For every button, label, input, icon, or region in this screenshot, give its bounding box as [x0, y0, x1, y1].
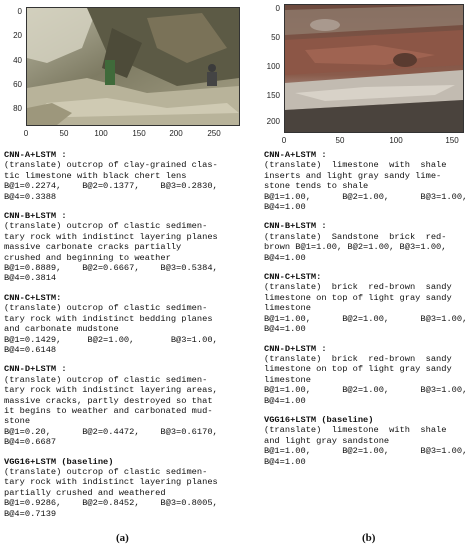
result-block-cnn-b: [264, 221, 470, 263]
caption-blocks-a: [4, 150, 248, 519]
y-tick-b: 50: [271, 33, 280, 42]
text-line: and light gray sandstone: [264, 435, 390, 446]
model-heading: CNN-B+LSTM :: [4, 211, 67, 222]
text-line: (translate) outcrop of clastic sedimen-: [4, 374, 208, 385]
text-line: tary rock with indistinct layering planes: [4, 477, 218, 488]
score-line: B@4=1.00: [264, 202, 306, 213]
model-heading: CNN-C+LSTM:: [264, 272, 322, 283]
text-line: (translate) Sandstone brick red-: [264, 231, 447, 242]
text-line: massive carbonate cracks partially: [4, 242, 182, 253]
photo-b-outcrop-image: [285, 5, 463, 132]
panel-b-caption: (b): [362, 532, 376, 544]
text-line: stone tends to shale: [264, 181, 369, 192]
text-line: limestone: [264, 374, 311, 385]
x-tick-a: 0: [23, 129, 29, 138]
text-line: tary rock with indistinct layering planes: [4, 231, 218, 242]
score-line: B@1=0.1429, B@2=1.00, B@3=1.00,: [4, 334, 218, 345]
result-block-cnn-c: [4, 293, 248, 355]
score-line: B@1=0.8889, B@2=0.6667, B@3=0.5384,: [4, 263, 218, 274]
model-heading: CNN-B+LSTM :: [264, 221, 327, 232]
x-tick-b: 0: [281, 136, 287, 145]
text-line: it begins to weather and carbonated mud-: [4, 405, 213, 416]
text-line: inserts and light gray sandy lime-: [264, 170, 442, 181]
result-block-cnn-b: [4, 211, 248, 284]
text-line: brown B@1=1.00, B@2=1.00, B@3=1.00,: [264, 242, 447, 253]
text-line: and carbonate mudstone: [4, 324, 119, 335]
text-line: limestone on top of light gray sandy: [264, 364, 452, 375]
y-tick-a: 80: [13, 104, 22, 113]
text-line: (translate) brick red-brown sandy: [264, 282, 452, 293]
y-tick-a: 40: [13, 56, 22, 65]
y-tick-a: 60: [13, 80, 22, 89]
score-line: B@4=1.00: [264, 324, 306, 335]
photo-b-frame: [284, 4, 464, 133]
score-line: B@1=1.00, B@2=1.00, B@3=1.00,: [264, 446, 468, 457]
photo-a-frame: [26, 7, 240, 126]
y-tick-b: 100: [266, 62, 280, 71]
text-line: (translate) outcrop of clastic sedimen-: [4, 221, 208, 232]
x-tick-a: 50: [59, 129, 69, 138]
score-line: B@1=1.00, B@2=1.00, B@3=1.00,: [264, 313, 468, 324]
score-line: B@1=0.9286, B@2=0.8452, B@3=0.8005,: [4, 498, 218, 509]
text-line: (translate) outcrop of clastic sedimen-: [4, 466, 208, 477]
caption-blocks-b: [264, 150, 470, 467]
model-heading: VGG16+LSTM (baseline): [4, 456, 114, 467]
result-block-cnn-d: [264, 344, 470, 406]
result-block-cnn-d: [4, 364, 248, 447]
result-block-cnn-a: [264, 150, 470, 212]
model-heading: CNN-D+LSTM :: [4, 364, 67, 375]
score-line: B@1=0.2274, B@2=0.1377, B@3=0.2830,: [4, 181, 218, 192]
result-block-cnn-a: [4, 150, 248, 202]
score-line: B@4=0.6687: [4, 437, 57, 448]
text-line: tary rock with indistinct layering areas,: [4, 385, 218, 396]
x-tick-b: 150: [445, 136, 459, 145]
x-tick-a: 150: [132, 129, 146, 138]
text-line: massive cracks, partly destroyed so that: [4, 395, 213, 406]
y-tick-b: 200: [266, 117, 280, 126]
score-line: B@1=1.00, B@2=1.00, B@3=1.00,: [264, 385, 468, 396]
text-line: limestone: [264, 303, 311, 314]
y-tick-b: 0: [275, 4, 280, 13]
x-tick-a: 200: [169, 129, 183, 138]
text-line: stone: [4, 416, 31, 427]
model-heading: CNN-A+LSTM :: [4, 150, 67, 160]
text-line: crushed and beginning to weather: [4, 252, 171, 263]
model-heading: CNN-C+LSTM:: [4, 292, 62, 303]
model-heading: CNN-A+LSTM :: [264, 150, 327, 160]
score-line: B@4=0.6148: [4, 344, 57, 355]
result-block-vgg16: [264, 415, 470, 467]
score-line: B@1=1.00, B@2=1.00, B@3=1.00,: [264, 191, 468, 202]
text-line: (translate) limestone with shale: [264, 425, 447, 436]
result-block-vgg16: [4, 457, 248, 519]
text-line: tic limestone with black chert lens: [4, 170, 187, 181]
model-heading: CNN-D+LSTM :: [264, 343, 327, 354]
y-tick-a: 20: [13, 31, 22, 40]
text-line: partially crushed and weathered: [4, 487, 166, 498]
x-tick-a: 100: [94, 129, 108, 138]
score-line: B@4=1.00: [264, 252, 306, 263]
model-heading: VGG16+LSTM (baseline): [264, 414, 374, 425]
y-tick-a: 0: [17, 7, 22, 16]
text-line: (translate) outcrop of clay-grained clas-: [4, 160, 218, 171]
score-line: B@4=0.3814: [4, 273, 57, 284]
panel-a-caption: (a): [116, 532, 129, 544]
text-line: limestone on top of light gray sandy: [264, 292, 452, 303]
text-line: (translate) outcrop of clastic sedimen-: [4, 303, 208, 314]
score-line: B@4=0.7139: [4, 508, 57, 519]
text-line: (translate) brick red-brown sandy: [264, 353, 452, 364]
photo-a-outcrop-image: [27, 8, 239, 125]
y-tick-b: 150: [266, 91, 280, 100]
text-line: (translate) limestone with shale: [264, 160, 447, 171]
x-tick-b: 100: [389, 136, 403, 145]
x-tick-b: 50: [335, 136, 345, 145]
score-line: B@4=0.3388: [4, 191, 57, 202]
score-line: B@4=1.00: [264, 456, 306, 467]
score-line: B@4=1.00: [264, 395, 306, 406]
score-line: B@1=0.20, B@2=0.4472, B@3=0.6170,: [4, 426, 218, 437]
result-block-cnn-c: [264, 272, 470, 334]
x-tick-a: 250: [207, 129, 221, 138]
text-line: tary rock with indistinct bedding planes: [4, 313, 213, 324]
